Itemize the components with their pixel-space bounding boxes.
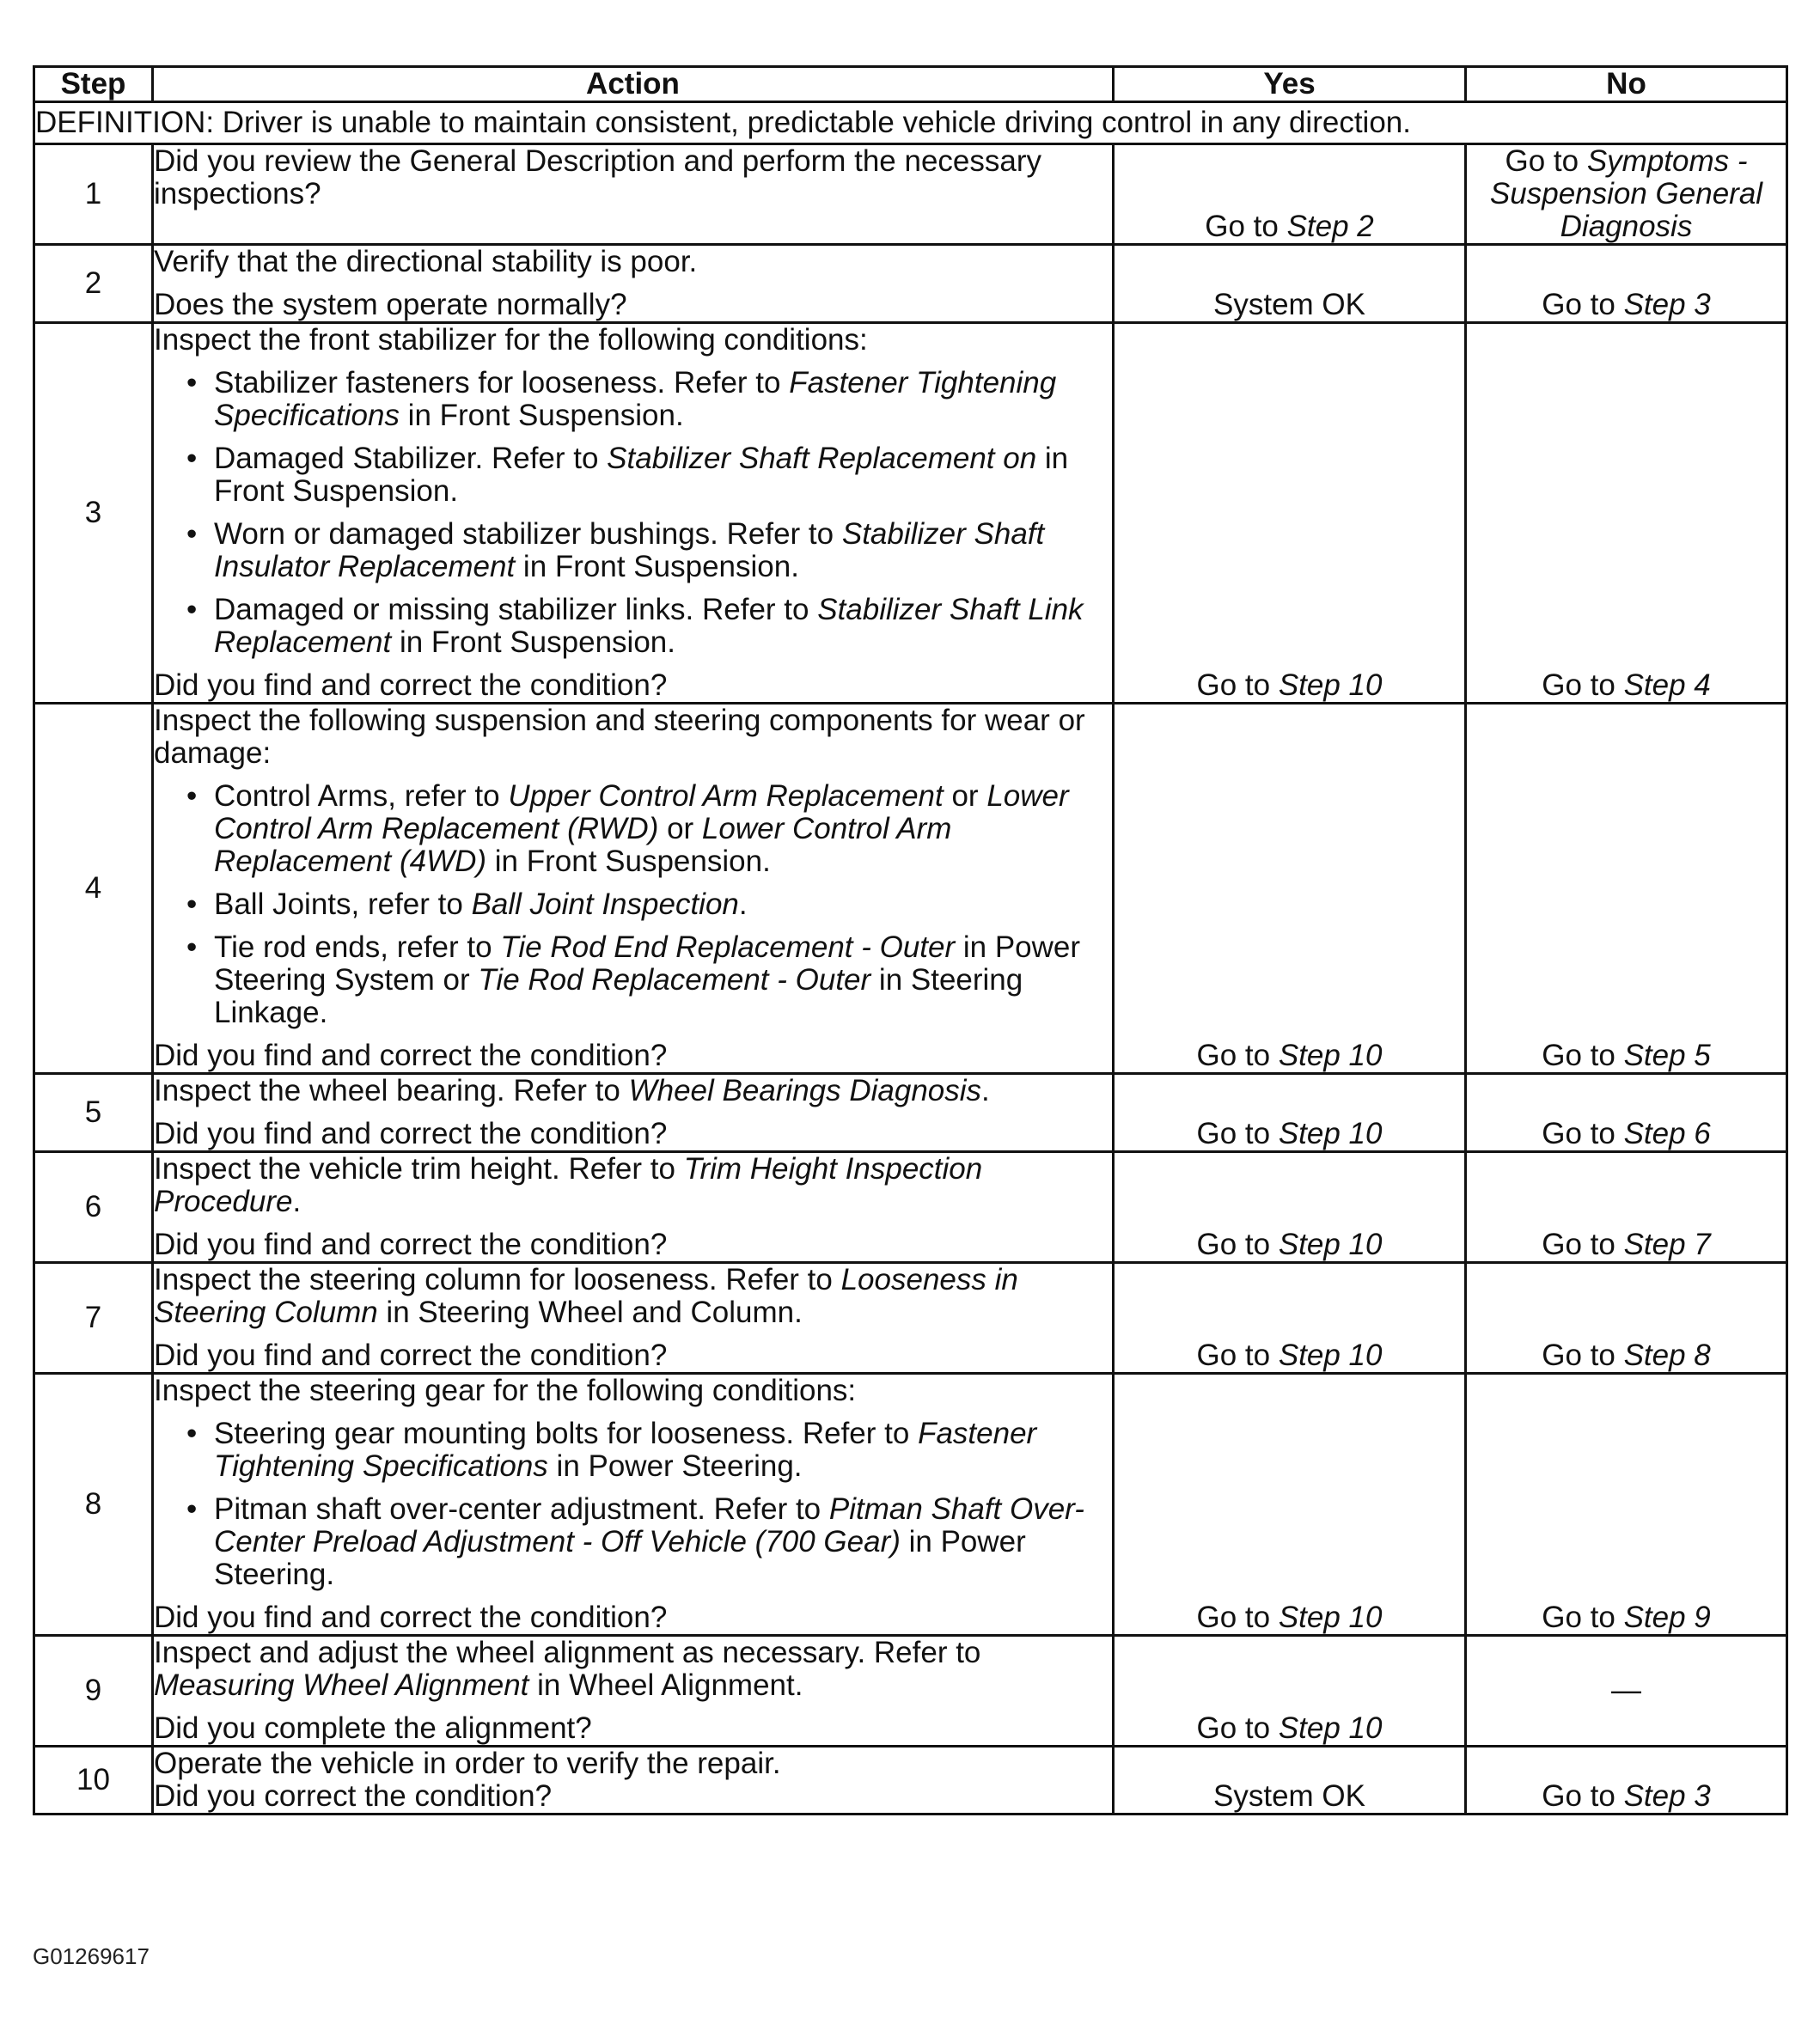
step-number: 7	[34, 1263, 153, 1374]
text-span: Go to	[1505, 144, 1587, 178]
text-span: Inspect the steering gear for the following conditions:	[154, 1374, 857, 1407]
condition-item	[214, 367, 1112, 432]
step-row	[34, 1263, 1787, 1374]
text-span: Damaged or missing stabilizer links. Refer to	[214, 593, 818, 626]
step-number: 2	[34, 245, 153, 323]
reference-link-text: Step 3	[1623, 1779, 1711, 1813]
reference-link-text: Step 10	[1278, 668, 1383, 702]
text-span: Did you find and correct the condition?	[154, 1117, 668, 1150]
text-span: in Front Suspension.	[214, 442, 1069, 508]
header-action: Action	[153, 67, 1114, 102]
reference-link-text: Stabilizer Shaft Link Replacement	[214, 593, 1084, 659]
reference-link-text: Stabilizer Shaft Insulator Replacement	[214, 517, 1045, 583]
text-span: Go to	[1542, 668, 1624, 702]
condition-item	[214, 442, 1112, 508]
reference-link-text: Step 10	[1278, 1117, 1383, 1150]
step-action	[153, 1374, 1114, 1636]
text-span: Go to	[1542, 1039, 1624, 1072]
text-span: Did you find and correct the condition?	[154, 1228, 668, 1261]
text-span: in Front Suspension.	[515, 550, 799, 583]
text-span: Did you find and correct the condition?	[154, 668, 668, 702]
text-span: or	[943, 779, 987, 813]
yes-result	[1114, 245, 1466, 323]
step-question	[154, 1601, 1112, 1634]
step-row	[34, 1074, 1787, 1152]
step-question	[154, 1339, 1112, 1372]
yes-result	[1114, 1074, 1466, 1152]
text-span: Steering gear mounting bolts for looseness. Refer to	[214, 1417, 919, 1450]
yes-result	[1114, 323, 1466, 704]
step-action	[153, 144, 1114, 245]
text-span: in Power Steering System or	[214, 930, 1081, 997]
reference-link-text: Step 10	[1278, 1601, 1383, 1634]
text-span: in Steering Linkage.	[214, 963, 1023, 1029]
reference-link-text: Lower Control Arm Replacement (4WD)	[214, 812, 952, 878]
step-row	[34, 1636, 1787, 1747]
reference-link-text: Wheel Bearings Diagnosis	[628, 1074, 982, 1107]
text-span: .	[292, 1185, 302, 1218]
text-span: Did you find and correct the condition?	[154, 1601, 668, 1634]
header-step: Step	[34, 67, 153, 102]
text-span: .	[738, 887, 748, 921]
step-instruction	[154, 1375, 1112, 1407]
text-span: Go to	[1542, 288, 1624, 321]
reference-link-text: Step 10	[1278, 1711, 1383, 1745]
text-span: or	[658, 812, 702, 845]
reference-link-text: Step 7	[1623, 1228, 1711, 1261]
text-span: Go to	[1205, 210, 1287, 243]
step-number: 9	[34, 1636, 153, 1747]
step-instruction	[154, 1637, 1112, 1702]
reference-link-text: Fastener Tightening Specifications	[214, 366, 1057, 432]
reference-link-text: Step 10	[1278, 1039, 1383, 1072]
no-result	[1466, 1747, 1787, 1815]
step-number: 4	[34, 704, 153, 1074]
text-span: Stabilizer fasteners for looseness. Refer to	[214, 366, 790, 400]
no-result	[1466, 1374, 1787, 1636]
step-number: 8	[34, 1374, 153, 1636]
reference-link-text: Step 5	[1623, 1039, 1711, 1072]
text-span: Control Arms, refer to	[214, 779, 509, 813]
reference-link-text: Looseness in Steering Column	[154, 1263, 1018, 1329]
text-span: Inspect the vehicle trim height. Refer to	[154, 1152, 684, 1186]
reference-link-text: Pitman Shaft Over-Center Preload Adjustment - Off Vehicle (700 Gear)	[214, 1492, 1084, 1558]
reference-link-text: Symptoms - Suspension General Diagnosis	[1489, 144, 1763, 243]
text-span: Pitman shaft over-center adjustment. Refer to	[214, 1492, 829, 1526]
definition-row	[34, 102, 1787, 144]
diagnostic-table	[33, 65, 1788, 1815]
step-number: 6	[34, 1152, 153, 1263]
text-span: in Front Suspension.	[399, 399, 684, 432]
text-span: in Front Suspension.	[391, 625, 675, 659]
text-span: in Power Steering.	[547, 1449, 803, 1483]
text-span: .	[981, 1074, 990, 1107]
reference-link-text: Stabilizer Shaft Replacement on	[607, 442, 1037, 475]
yes-result	[1114, 704, 1466, 1074]
condition-item	[214, 594, 1112, 659]
text-span: Inspect the wheel bearing. Refer to	[154, 1074, 629, 1107]
reference-link-text: Tie Rod End Replacement - Outer	[500, 930, 956, 964]
definition-text: DEFINITION: Driver is unable to maintain consistent, predictable vehicle driving control in any direction.	[34, 102, 1787, 144]
step-instruction	[154, 1075, 1112, 1107]
text-span: Go to	[1542, 1117, 1624, 1150]
text-span: in Steering Wheel and Column.	[377, 1296, 803, 1329]
step-action	[153, 1074, 1114, 1152]
text-span: Go to	[1196, 1711, 1279, 1745]
reference-link-text: Step 3	[1623, 288, 1711, 321]
text-span: Go to	[1196, 1601, 1279, 1634]
step-row	[34, 1152, 1787, 1263]
text-span: —	[1611, 1674, 1641, 1707]
text-span: Go to	[1196, 668, 1279, 702]
figure-id: G01269617	[33, 1943, 150, 1969]
step-number: 10	[34, 1747, 153, 1815]
text-span: Go to	[1196, 1117, 1279, 1150]
condition-item	[214, 931, 1112, 1029]
text-span: Go to	[1196, 1039, 1279, 1072]
text-span: Damaged Stabilizer. Refer to	[214, 442, 608, 475]
step-question	[154, 1229, 1112, 1261]
step-question	[154, 1118, 1112, 1150]
no-result	[1466, 1074, 1787, 1152]
text-span: Did you review the General Description and perform the necessary inspections?	[154, 144, 1041, 210]
condition-item	[214, 888, 1112, 921]
text-span: in Wheel Alignment.	[528, 1668, 803, 1702]
step-question	[154, 1040, 1112, 1072]
reference-link-text: Tie Rod Replacement - Outer	[478, 963, 871, 997]
step-question	[154, 669, 1112, 702]
reference-link-text: Fastener Tightening Specifications	[214, 1417, 1037, 1483]
text-span: Worn or damaged stabilizer bushings. Refer to	[214, 517, 842, 551]
text-span: Go to	[1196, 1228, 1279, 1261]
no-result	[1466, 1636, 1787, 1747]
condition-item	[214, 518, 1112, 583]
text-span: Inspect and adjust the wheel alignment as necessary. Refer to	[154, 1636, 981, 1669]
step-row	[34, 1747, 1787, 1815]
reference-link-text: Step 10	[1278, 1339, 1383, 1372]
yes-result	[1114, 144, 1466, 245]
text-span: Did you correct the condition?	[154, 1779, 553, 1813]
reference-link-text: Trim Height Inspection Procedure	[154, 1152, 983, 1218]
reference-link-text: Step 2	[1286, 210, 1374, 243]
text-span: Go to	[1196, 1339, 1279, 1372]
step-row	[34, 1374, 1787, 1636]
step-action	[153, 1263, 1114, 1374]
step-instruction	[154, 145, 1112, 210]
yes-result	[1114, 1374, 1466, 1636]
text-span: Did you find and correct the condition?	[154, 1039, 668, 1072]
reference-link-text: Upper Control Arm Replacement	[508, 779, 944, 813]
step-number: 5	[34, 1074, 153, 1152]
text-span: Inspect the following suspension and steering components for wear or damage:	[154, 704, 1085, 770]
step-action	[153, 323, 1114, 704]
step-question	[154, 1780, 1112, 1813]
yes-result	[1114, 1636, 1466, 1747]
step-number: 3	[34, 323, 153, 704]
text-span: Did you find and correct the condition?	[154, 1339, 668, 1372]
step-action	[153, 704, 1114, 1074]
step-action	[153, 1636, 1114, 1747]
text-span: Inspect the steering column for looseness. Refer to	[154, 1263, 841, 1296]
text-span: System OK	[1213, 1779, 1365, 1813]
step-instruction	[154, 704, 1112, 770]
step-row	[34, 245, 1787, 323]
step-row	[34, 704, 1787, 1074]
reference-link-text: Step 10	[1278, 1228, 1383, 1261]
header-row	[34, 67, 1787, 102]
no-result	[1466, 245, 1787, 323]
condition-item	[214, 1418, 1112, 1483]
step-number: 1	[34, 144, 153, 245]
text-span: Operate the vehicle in order to verify the repair.	[154, 1747, 781, 1780]
no-result	[1466, 1263, 1787, 1374]
text-span: Go to	[1542, 1339, 1624, 1372]
no-result	[1466, 704, 1787, 1074]
text-span: Tie rod ends, refer to	[214, 930, 501, 964]
reference-link-text: Ball Joint Inspection	[471, 887, 739, 921]
yes-result	[1114, 1152, 1466, 1263]
text-span: Verify that the directional stability is poor.	[154, 245, 698, 278]
reference-link-text: Step 6	[1623, 1117, 1711, 1150]
header-no: No	[1466, 67, 1787, 102]
text-span: Go to	[1542, 1228, 1624, 1261]
text-span: Inspect the front stabilizer for the following conditions:	[154, 323, 868, 357]
text-span: Go to	[1542, 1601, 1624, 1634]
condition-list	[154, 780, 1112, 1029]
no-result	[1466, 323, 1787, 704]
yes-result	[1114, 1747, 1466, 1815]
text-span: Did you complete the alignment?	[154, 1711, 592, 1745]
no-result	[1466, 1152, 1787, 1263]
step-row	[34, 323, 1787, 704]
no-result	[1466, 144, 1787, 245]
text-span: in Front Suspension.	[486, 845, 771, 878]
step-action	[153, 245, 1114, 323]
reference-link-text: Step 8	[1623, 1339, 1711, 1372]
step-instruction	[154, 324, 1112, 357]
step-instruction	[154, 246, 1112, 278]
step-action	[153, 1747, 1114, 1815]
reference-link-text: Measuring Wheel Alignment	[154, 1668, 529, 1702]
text-span: Does the system operate normally?	[154, 288, 627, 321]
step-row	[34, 144, 1787, 245]
condition-item	[214, 780, 1112, 878]
step-instruction	[154, 1747, 1112, 1780]
reference-link-text: Step 4	[1623, 668, 1711, 702]
step-question	[154, 289, 1112, 321]
text-span: in Power Steering.	[214, 1525, 1026, 1591]
reference-link-text: Step 9	[1623, 1601, 1711, 1634]
step-action	[153, 1152, 1114, 1263]
text-span: Ball Joints, refer to	[214, 887, 472, 921]
step-instruction	[154, 1264, 1112, 1329]
reference-link-text: Lower Control Arm Replacement (RWD)	[214, 779, 1069, 845]
condition-item	[214, 1493, 1112, 1591]
text-span: Go to	[1542, 1779, 1624, 1813]
condition-list	[154, 367, 1112, 659]
yes-result	[1114, 1263, 1466, 1374]
header-yes: Yes	[1114, 67, 1466, 102]
step-instruction	[154, 1153, 1112, 1218]
text-span: System OK	[1213, 288, 1365, 321]
step-question	[154, 1712, 1112, 1745]
condition-list	[154, 1418, 1112, 1591]
